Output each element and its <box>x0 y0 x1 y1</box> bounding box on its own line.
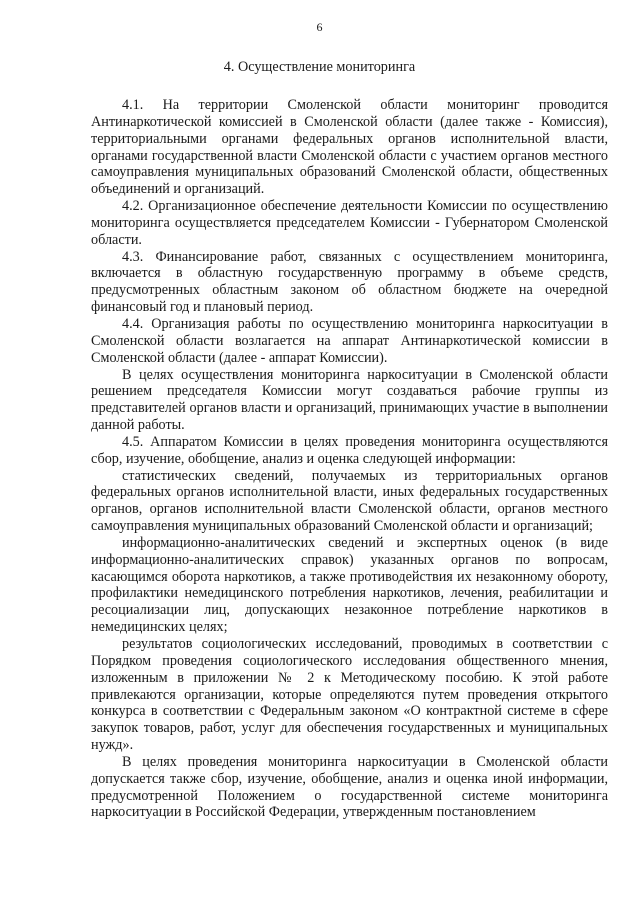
paragraph-sociological-research: результатов социологических исследований, проводимых в соответствии с Порядком проведения социологического исследования общественного мнения, изложенным в приложении № 2 к Методическому пособию. К этой работе привлекаются организации, которые определяются путем проведения открытого конкурса в соответствии с Федеральным законом «О контрактной системе в сфере закупок товаров, работ, услуг для обеспечения государственных и муниципальных нужд». <box>91 636 608 754</box>
document-body <box>91 97 608 821</box>
paragraph-4-5: 4.5. Аппаратом Комиссии в целях проведения мониторинга осуществляются сбор, изучение, обобщение, анализ и оценка следующей информации: <box>91 433 608 467</box>
paragraph-analytical-data: информационно-аналитических сведений и экспертных оценок (в виде информационно-аналитических справок) указанных органов по вопросам, касающимся оборота наркотиков, а также противодействия их незаконному обороту, профилактики немедицинского потребления наркотиков, лечения, реабилитации и ресоциализации лиц, допускающих незаконное потребление наркотиков в немедицинских целях; <box>91 534 608 636</box>
paragraph-4-1: 4.1. На территории Смоленской области мониторинг проводится Антинаркотической комиссией в Смоленской области (далее также - Комиссия), территориальными органами федеральных органов исполнительной власти, органами государственной власти Смоленской области с участием органов местного самоуправления муниципальных образований Смоленской области, общественных объединений и организаций. <box>91 97 608 198</box>
page-number: 6 <box>316 20 323 34</box>
paragraph-4-2: 4.2. Организационное обеспечение деятельности Комиссии по осуществлению мониторинга осуществляется председателем Комиссии - Губернатором Смоленской области. <box>91 198 608 248</box>
section-title: 4. Осуществление мониторинга <box>223 59 416 75</box>
paragraph-other-information: В целях проведения мониторинга наркоситуации в Смоленской области допускается также сбор, изучение, обобщение, анализ и оценка иной информации, предусмотренной Положением о государственной системе мониторинга наркоситуации в Российской Федерации, утвержденным постановлением <box>91 753 608 821</box>
paragraph-4-4: 4.4. Организация работы по осуществлению мониторинга наркоситуации в Смоленской области возлагается на аппарат Антинаркотической комиссии в Смоленской области (далее - аппарат Комиссии). <box>91 315 608 366</box>
paragraph-working-groups: В целях осуществления мониторинга наркоситуации в Смоленской области решением председателя Комиссии могут создаваться рабочие группы из представителей органов власти и организаций, принимающих участие в выполнении данной работы. <box>91 366 608 434</box>
paragraph-statistical-data: статистических сведений, получаемых из территориальных органов федеральных органов исполнительной власти, иных федеральных государственных органов, органов исполнительной власти Смоленской области, органов местного самоуправления муниципальных образований Смоленской области и организаций; <box>91 467 608 535</box>
paragraph-4-3: 4.3. Финансирование работ, связанных с осуществлением мониторинга, включается в областную государственную программу в объеме средств, предусмотренных областным законом об областном бюджете на очередной финансовый год и плановый период. <box>91 248 608 316</box>
